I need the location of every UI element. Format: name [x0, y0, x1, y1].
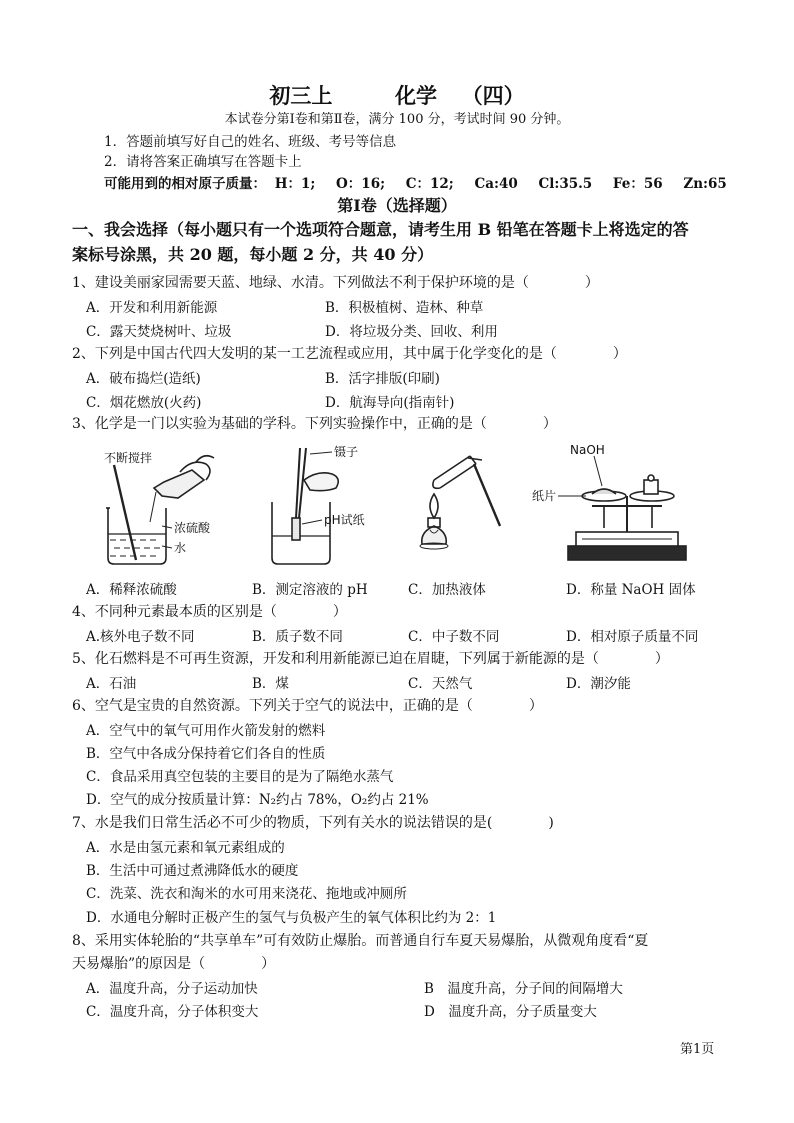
- question-5-option-d: D．潮汐能: [566, 676, 631, 692]
- question-3-option-b: B．测定溶液的 pH: [252, 582, 368, 598]
- question-8-option-a: A．温度升高，分子运动加快: [86, 981, 258, 997]
- question-3-figures: [96, 440, 726, 575]
- exam-subtitle: 本试卷分第Ⅰ卷和第Ⅱ卷，满分 100 分，考试时间 90 分钟。: [224, 112, 570, 127]
- question-4-option-d: D．相对原子质量不同: [566, 629, 699, 645]
- question-5-option-c: C．天然气: [408, 676, 473, 692]
- question-6-option-d: D．空气的成分按质量计算：N₂约占 78%，O₂约占 21%: [86, 792, 429, 808]
- mass-zn: Zn:65: [683, 176, 727, 192]
- label-acid: 浓硫酸: [174, 521, 211, 535]
- mass-ca: Ca:40: [474, 176, 518, 192]
- question-8-option-b: B 温度升高，分子间的间隔增大: [424, 981, 623, 997]
- part1-instructions-line1: 一、我会选择（每小题只有一个选项符合题意，请考生用 B 铅笔在答题卡上将选定的答: [72, 220, 689, 239]
- question-2-option-a: A．破布捣烂(造纸): [86, 371, 201, 387]
- exam-title: [0, 80, 794, 110]
- question-3-option-d: D．称量 NaOH 固体: [566, 582, 696, 598]
- question-7-option-b: B．生活中可通过煮沸降低水的硬度: [86, 863, 299, 879]
- question-4-stem: 4、不同种元素最本质的区别是（ ）: [72, 604, 347, 620]
- title-grade: 初三上: [269, 83, 333, 108]
- page-number: 第1页: [680, 1042, 715, 1057]
- figure-a-dilution: [106, 456, 214, 564]
- mass-c: C：12;: [405, 176, 454, 192]
- question-6-option-c: C．食品采用真空包装的主要目的是为了隔绝水蒸气: [86, 769, 394, 785]
- question-7-option-d: D．水通电分解时正极产生的氢气与负极产生的氧气体积比约为 2：1: [86, 910, 497, 926]
- question-5-stem: 5、化石燃料是不可再生资源，开发和利用新能源已迫在眉睫，下列属于新能源的是（ ）: [72, 651, 669, 667]
- question-8-option-d: D 温度升高，分子质量变大: [424, 1004, 597, 1020]
- label-stir: 不断搅拌: [104, 451, 153, 465]
- question-4-option-c: C．中子数不同: [408, 629, 500, 645]
- section-title: 第Ⅰ卷（选择题）: [337, 196, 457, 215]
- question-8-stem-cont: 天易爆胎”的原因是（ ）: [72, 956, 276, 972]
- question-3-option-c: C．加热液体: [408, 582, 486, 598]
- label-water: 水: [174, 541, 187, 555]
- question-1-option-c: C．露天焚烧树叶、垃圾: [86, 324, 232, 340]
- note-2: 2．请将答案正确填写在答题卡上: [104, 154, 302, 170]
- part1-instructions-line2: 案标号涂黑，共 20 题，每小题 2 分，共 40 分）: [72, 245, 434, 264]
- mass-cl: Cl:35.5: [538, 176, 593, 192]
- title-number: （四）: [461, 83, 525, 108]
- question-6-stem: 6、空气是宝贵的自然资源。下列关于空气的说法中，正确的是（ ）: [72, 698, 543, 714]
- atomic-mass-line: [104, 172, 743, 192]
- question-1-option-a: A．开发和利用新能源: [86, 300, 218, 316]
- question-4-option-a: A.核外电子数不同: [86, 629, 195, 645]
- question-2-option-b: B．活字排版(印刷): [325, 371, 440, 387]
- question-3-option-a: A．稀释浓硫酸: [86, 582, 177, 598]
- mass-fe: Fe：56: [612, 176, 663, 192]
- question-7-option-c: C．洗菜、洗衣和淘米的水可用来浇花、拖地或冲厕所: [86, 886, 407, 902]
- figure-d-balance: [558, 456, 686, 560]
- figure-c-heating: [420, 456, 500, 549]
- label-ph-paper: pH试纸: [324, 513, 365, 527]
- question-1-option-d: D．将垃圾分类、回收、利用: [325, 324, 498, 340]
- label-paper: 纸片: [532, 489, 557, 503]
- question-4-option-b: B．质子数不同: [252, 629, 343, 645]
- question-6-option-b: B．空气中各成分保持着它们各自的性质: [86, 746, 326, 762]
- question-5-option-a: A．石油: [86, 676, 137, 692]
- question-5-option-b: B．煤: [252, 676, 289, 692]
- label-tweezers: 镊子: [334, 445, 359, 459]
- question-1-option-b: B．积极植树、造林、种草: [325, 300, 484, 316]
- label-naoh: NaOH: [570, 443, 605, 457]
- question-2-option-c: C．烟花燃放(火药): [86, 395, 202, 411]
- question-2-stem: 2、下列是中国古代四大发明的某一工艺流程或应用，其中属于化学变化的是（ ）: [72, 346, 627, 362]
- mass-h: H：1;: [274, 176, 316, 192]
- question-7-option-a: A．水是由氢元素和氧元素组成的: [86, 840, 285, 856]
- question-8-option-c: C．温度升高，分子体积变大: [86, 1004, 259, 1020]
- title-subject: 化学: [395, 83, 437, 108]
- question-7-stem: 7、水是我们日常生活必不可少的物质，下列有关水的说法错误的是( ): [72, 815, 554, 831]
- question-8-stem: 8、采用实体轮胎的“共享单车”可有效防止爆胎。而普通自行车夏天易爆胎，从微观角度看“夏: [72, 933, 649, 949]
- question-3-stem: 3、化学是一门以实验为基础的学科。下列实验操作中，正确的是（ ）: [72, 416, 557, 432]
- note-1: 1．答题前填写好自己的姓名、班级、考号等信息: [104, 134, 397, 150]
- mass-o: O：16;: [336, 176, 386, 192]
- question-2-option-d: D．航海导向(指南针): [325, 395, 455, 411]
- atomic-mass-label: 可能用到的相对原子质量：: [104, 176, 266, 192]
- question-1-stem: 1、建设美丽家园需要天蓝、地绿、水清。下列做法不利于保护环境的是（ ）: [72, 275, 599, 291]
- figure-b-ph-test: [272, 448, 338, 564]
- question-6-option-a: A．空气中的氧气可用作火箭发射的燃料: [86, 723, 326, 739]
